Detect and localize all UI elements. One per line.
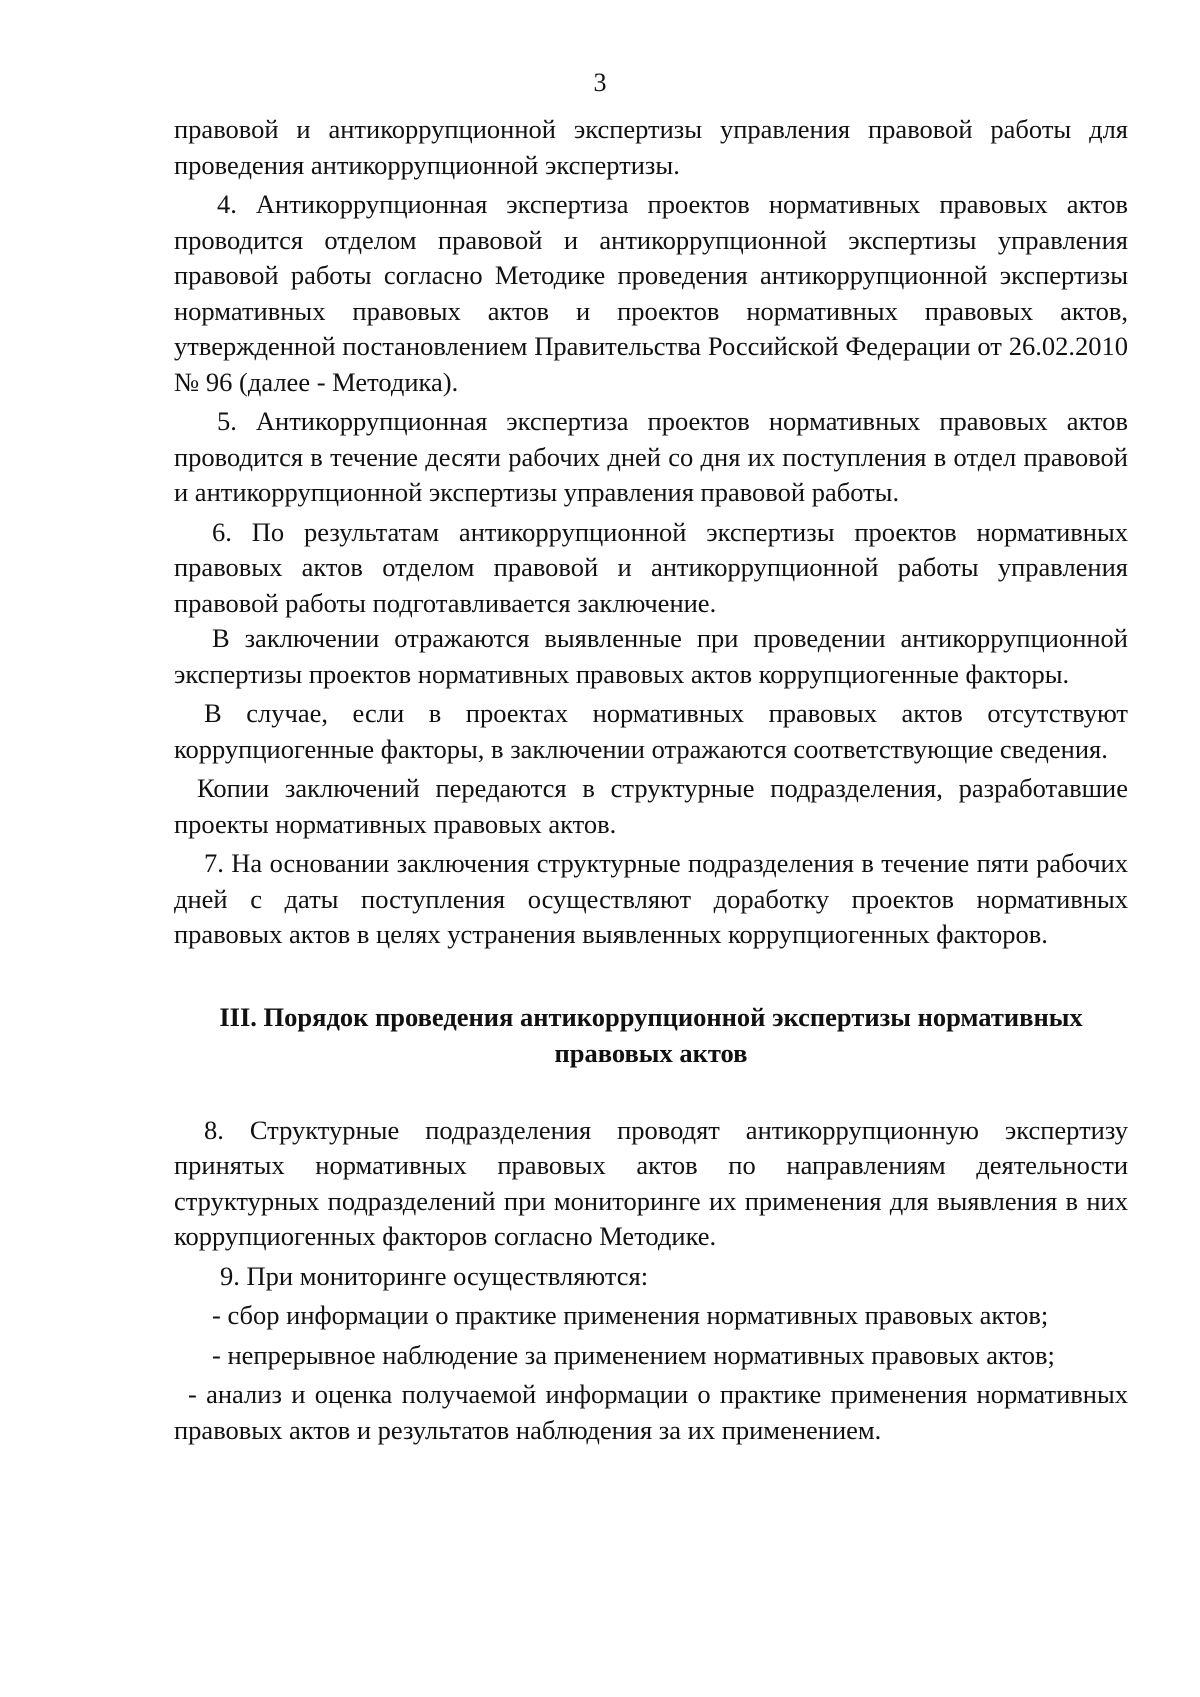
paragraph-continuation: правовой и антикоррупционной экспертизы управления правовой работы для проведения антикоррупционной экспертизы.	[174, 114, 1128, 180]
section-heading	[174, 999, 1128, 1071]
page-number: 3	[593, 68, 607, 97]
section-heading-line-2: правовых актов	[554, 1037, 748, 1068]
paragraph-item-4: 4. Антикоррупционная экспертиза проектов нормативных правовых актов проводится отделом правовой и антикоррупционной экспертизы управления правовой работы согласно Методике проведения антикоррупционной экспертизы нормативных правовых актов и проектов нормативных правовых актов, утвержденной постановлением Правительства Российской Федерации от 26.02.2010 № 96 (далее - Методика).	[174, 189, 1128, 397]
paragraph-item-5: 5. Антикоррупционная экспертиза проектов нормативных правовых актов проводится в течение десяти рабочих дней со дня их поступления в отдел правовой и антикоррупционной экспертизы управления правовой работы.	[174, 406, 1128, 507]
section-heading-line-1: III. Порядок проведения антикоррупционной экспертизы нормативных	[219, 1001, 1083, 1032]
list-item-observation: - непрерывное наблюдение за применением нормативных правовых актов;	[212, 1339, 1055, 1370]
paragraph-item-9: 9. При мониторинге осуществляются:	[220, 1260, 649, 1291]
list-item-collection: - сбор информации о практике применения нормативных правовых актов;	[212, 1300, 1049, 1330]
paragraph-item-7: 7. На основании заключения структурные подразделения в течение пяти рабочих дней с даты поступления осуществляют доработку проектов нормативных правовых актов в целях устранения выявленных коррупциогенных факторов.	[174, 848, 1128, 949]
paragraph-no-factors: В случае, если в проектах нормативных правовых актов отсутствуют коррупциогенные факторы, в заключении отражаются соответствующие сведения.	[174, 698, 1128, 764]
paragraph-item-6: 6. По результатам антикоррупционной экспертизы проектов нормативных правовых актов отделом правовой и антикоррупционной работы управления правовой работы подготавливается заключение.	[174, 516, 1128, 618]
document-body	[174, 112, 1128, 1448]
paragraph-conclusion-content: В заключении отражаются выявленные при проведении антикоррупционной экспертизы проектов нормативных правовых актов коррупциогенные факторы.	[174, 623, 1128, 689]
list-item-analysis: - анализ и оценка получаемой информации о практике применения нормативных правовых актов и результатов наблюдения за их применением.	[174, 1379, 1128, 1445]
paragraph-copies: Копии заключений передаются в структурные подразделения, разработавшие проекты нормативных правовых актов.	[174, 773, 1128, 839]
paragraph-item-8: 8. Структурные подразделения проводят антикоррупционную экспертизу принятых нормативных правовых актов по направлениям деятельности структурных подразделений при мониторинге их применения для выявления в них коррупциогенных факторов согласно Методике.	[174, 1114, 1128, 1251]
